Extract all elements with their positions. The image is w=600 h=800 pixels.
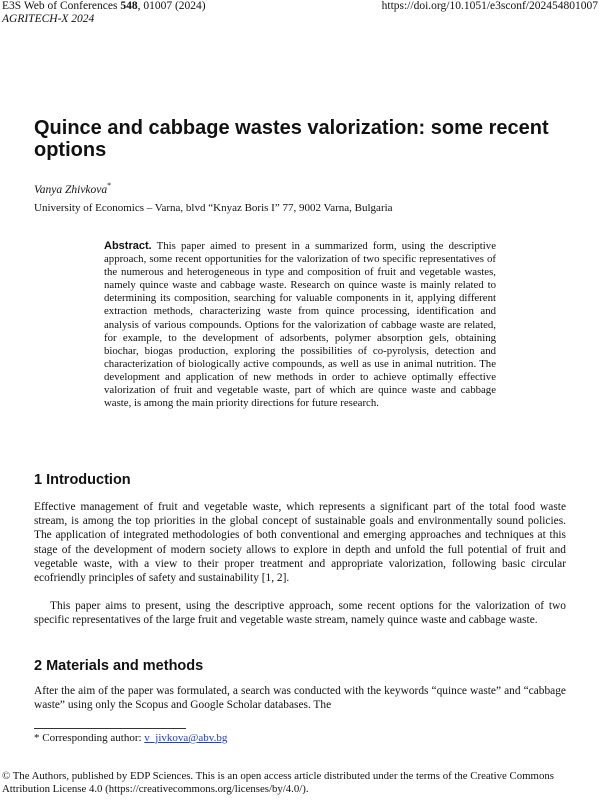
introduction-paragraph-1: Effective management of fruit and vegetable waste, which represents a significant part of the total food waste stream, is among the top priorities in the global concept of sustainable goals and environmentally sound policies. The application of integrated methodologies of both conventional and emerging approaches and techniques at this stage of the development of modern society allows to explore in depth and unfold the full potential of fruit and vegetable waste, with a view to their proper treatment and appropriate valorization, following basic circular ecofriendly principles of safety and sustainability [1, 2]. <box>34 501 566 585</box>
section-heading-introduction: 1 Introduction <box>34 472 131 488</box>
abstract <box>104 240 496 410</box>
author-email-link[interactable]: v_jivkova@abv.bg <box>144 732 228 744</box>
footnote <box>34 732 227 744</box>
journal-volume: 548 <box>120 0 138 12</box>
section-heading-materials-methods: 2 Materials and methods <box>34 658 204 674</box>
abstract-label: Abstract. <box>104 240 152 252</box>
introduction-paragraph-2: This paper aims to present, using the descriptive approach, some recent options for the valorization of two specific representatives of the large fruit and vegetable waste stream, namely quince waste and cabbage waste. <box>34 600 566 627</box>
author-name: Vanya Zhivkova <box>34 183 108 196</box>
doi-link[interactable]: https://doi.org/10.1051/e3sconf/202454801007 <box>381 0 598 12</box>
abstract-text: This paper aimed to present in a summarized form, using the descriptive approach, some recent opportunities for the valorization of two specific representatives of the numerous and heterogeneous in type and composition of fruit and vegetable wastes, namely quince waste and cabbage waste. Research on quince waste is mainly related to determining its composition, searching for valuable components in it, applying different extraction methods, characterizing waste from quince processing, identification and analysis of various compounds. Options for the valorization of cabbage waste are related, for example, to the development of adsorbents, polymer absorption gels, obtaining biochar, biogas production, exploring the possibilities of co-pyrolysis, detection and characterization of biologically active compounds, as well as use in animal nutrition. The development and application of new methods in order to achieve optimally effective valorization of fruit and vegetable waste, part of which are quince waste and cabbage waste, is among the main priority directions for future research. <box>104 240 496 410</box>
footnote-divider <box>34 728 186 729</box>
running-header <box>0 0 600 26</box>
corresponding-mark: * <box>107 181 112 190</box>
article-ref: , 01007 (2024) <box>137 0 206 12</box>
paper-title: Quince and cabbage wastes valorization: some recent options <box>34 117 549 161</box>
journal-citation <box>2 0 206 13</box>
conference-name: AGRITECH-X 2024 <box>2 13 95 25</box>
materials-methods-paragraph-1: After the aim of the paper was formulated, a search was conducted with the keywords “quince waste” and “cabbage waste” using only the Scopus and Google Scholar databases. The <box>34 685 566 712</box>
license-notice: © The Authors, published by EDP Sciences. This is an open access article distributed under the terms of the Creative Commons Attribution License 4.0 (https://creativecommons.org/licenses/by/4.0/). <box>2 770 554 795</box>
journal-name: E3S Web of Conferences <box>2 0 118 12</box>
affiliation: University of Economics – Varna, blvd “Knyaz Boris I” 77, 9002 Varna, Bulgaria <box>34 202 393 214</box>
footnote-prefix: * Corresponding author: <box>34 732 145 744</box>
author-line <box>34 181 111 196</box>
